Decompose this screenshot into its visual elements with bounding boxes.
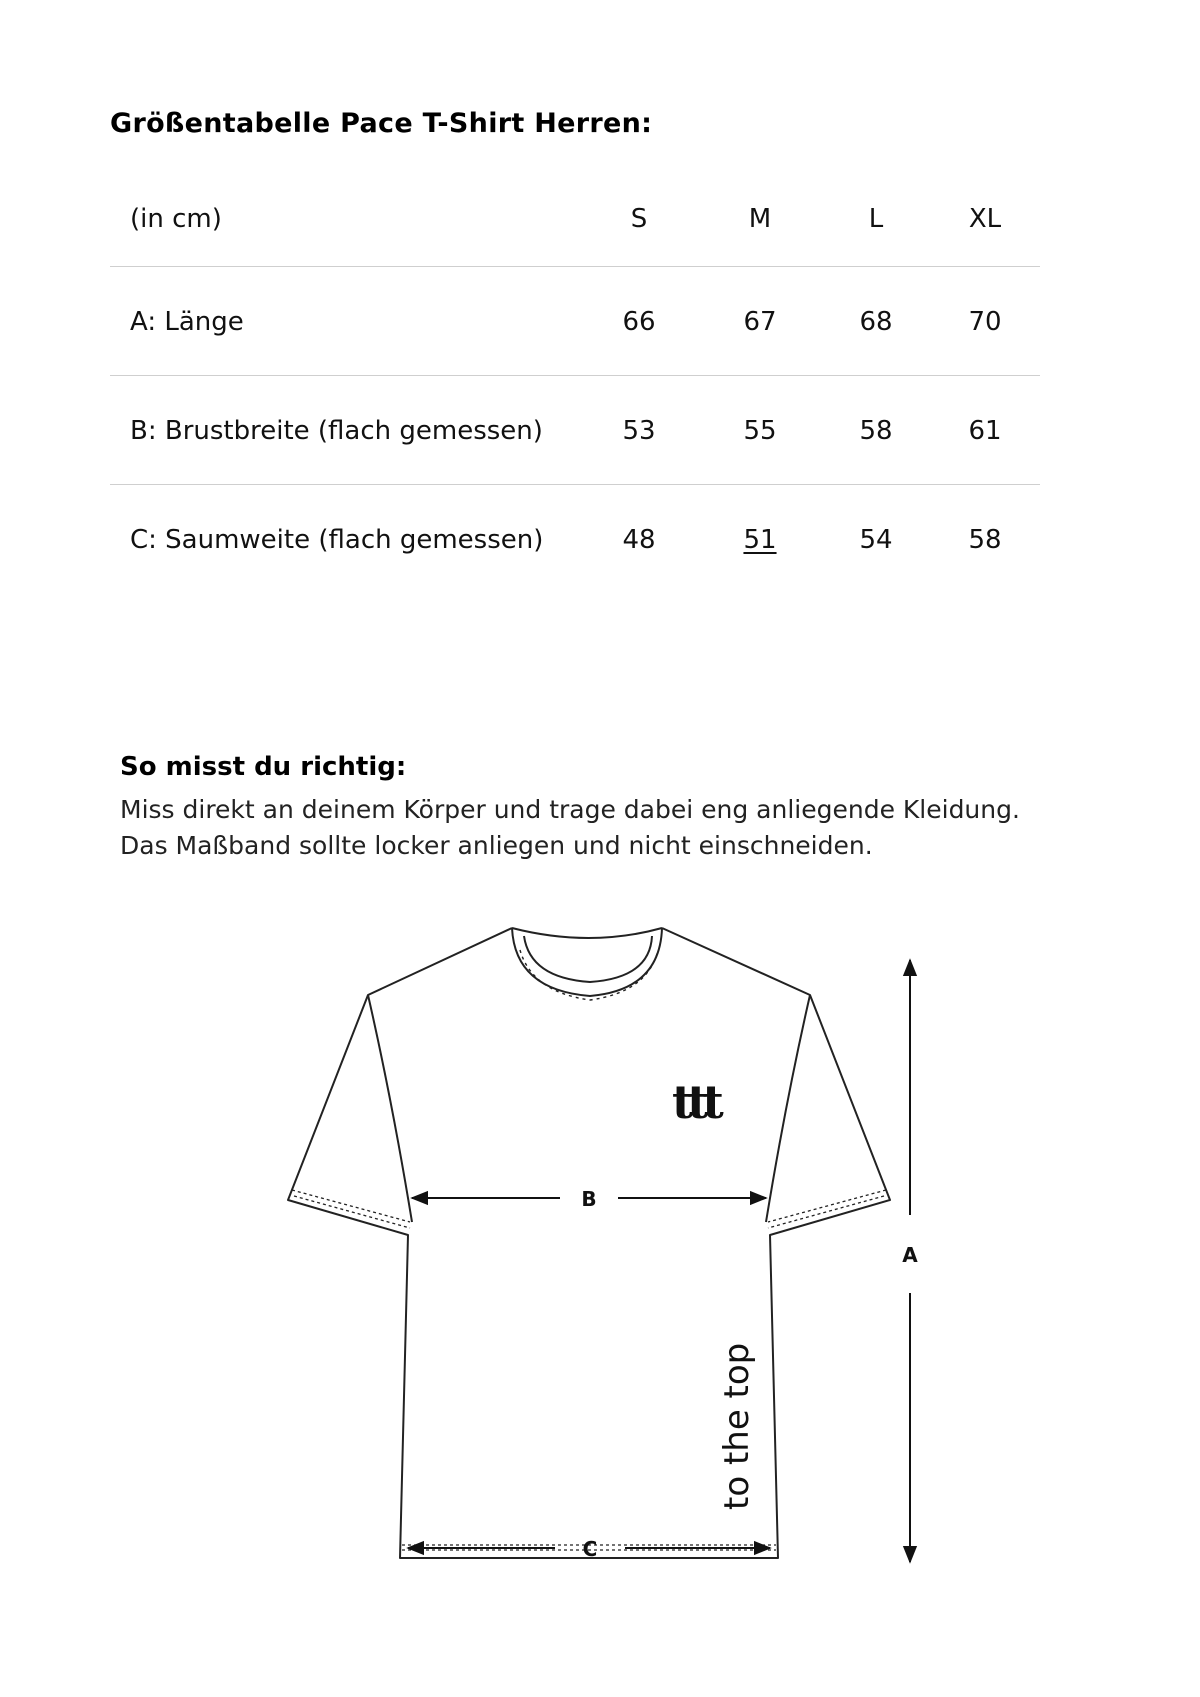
table-cell: 68 xyxy=(859,307,893,337)
table-cell-value: 51 xyxy=(743,525,777,555)
row-label-length: A: Länge xyxy=(130,307,244,337)
size-header-m: M xyxy=(748,204,772,234)
table-cell: 53 xyxy=(622,416,656,446)
row-label-chest: B: Brustbreite (flach gemessen) xyxy=(130,416,543,446)
size-table xyxy=(110,180,1040,593)
measuring-instructions xyxy=(120,752,1020,864)
size-header-xl: XL xyxy=(968,204,1002,234)
tshirt-illustration xyxy=(0,900,1200,1600)
size-header-l: L xyxy=(868,204,884,234)
tshirt-outline xyxy=(288,928,890,1558)
table-cell: 70 xyxy=(968,307,1002,337)
instructions-line: Das Maßband sollte locker anliegen und nicht einschneiden. xyxy=(120,831,873,860)
unit-label: (in cm) xyxy=(130,204,222,234)
table-cell: 55 xyxy=(743,416,777,446)
table-row xyxy=(110,376,1040,485)
table-cell: 48 xyxy=(622,525,656,555)
table-cell: 61 xyxy=(968,416,1002,446)
table-cell: 67 xyxy=(743,307,777,337)
table-row xyxy=(110,267,1040,376)
label-b: B xyxy=(581,1187,597,1211)
page-title: Größentabelle Pace T-Shirt Herren: xyxy=(110,108,653,139)
table-row xyxy=(110,485,1040,593)
row-label-hem: C: Saumweite (flach gemessen) xyxy=(130,525,544,555)
table-header-row xyxy=(110,180,1040,267)
chest-logo-icon: ttt xyxy=(672,1075,718,1129)
table-cell: 58 xyxy=(859,416,893,446)
table-cell: 58 xyxy=(968,525,1002,555)
table-cell: 66 xyxy=(622,307,656,337)
label-c: C xyxy=(582,1537,598,1561)
size-header-s: S xyxy=(630,204,648,234)
table-cell: 54 xyxy=(859,525,893,555)
tshirt-diagram xyxy=(0,900,1200,1600)
brand-logo-text: to the top xyxy=(717,1342,757,1510)
instructions-title: So misst du richtig: xyxy=(120,752,407,782)
label-a: A xyxy=(902,1243,918,1267)
table-cell xyxy=(705,485,815,593)
instructions-line: Miss direkt an deinem Körper und trage dabei eng anliegende Kleidung. xyxy=(120,795,1020,824)
